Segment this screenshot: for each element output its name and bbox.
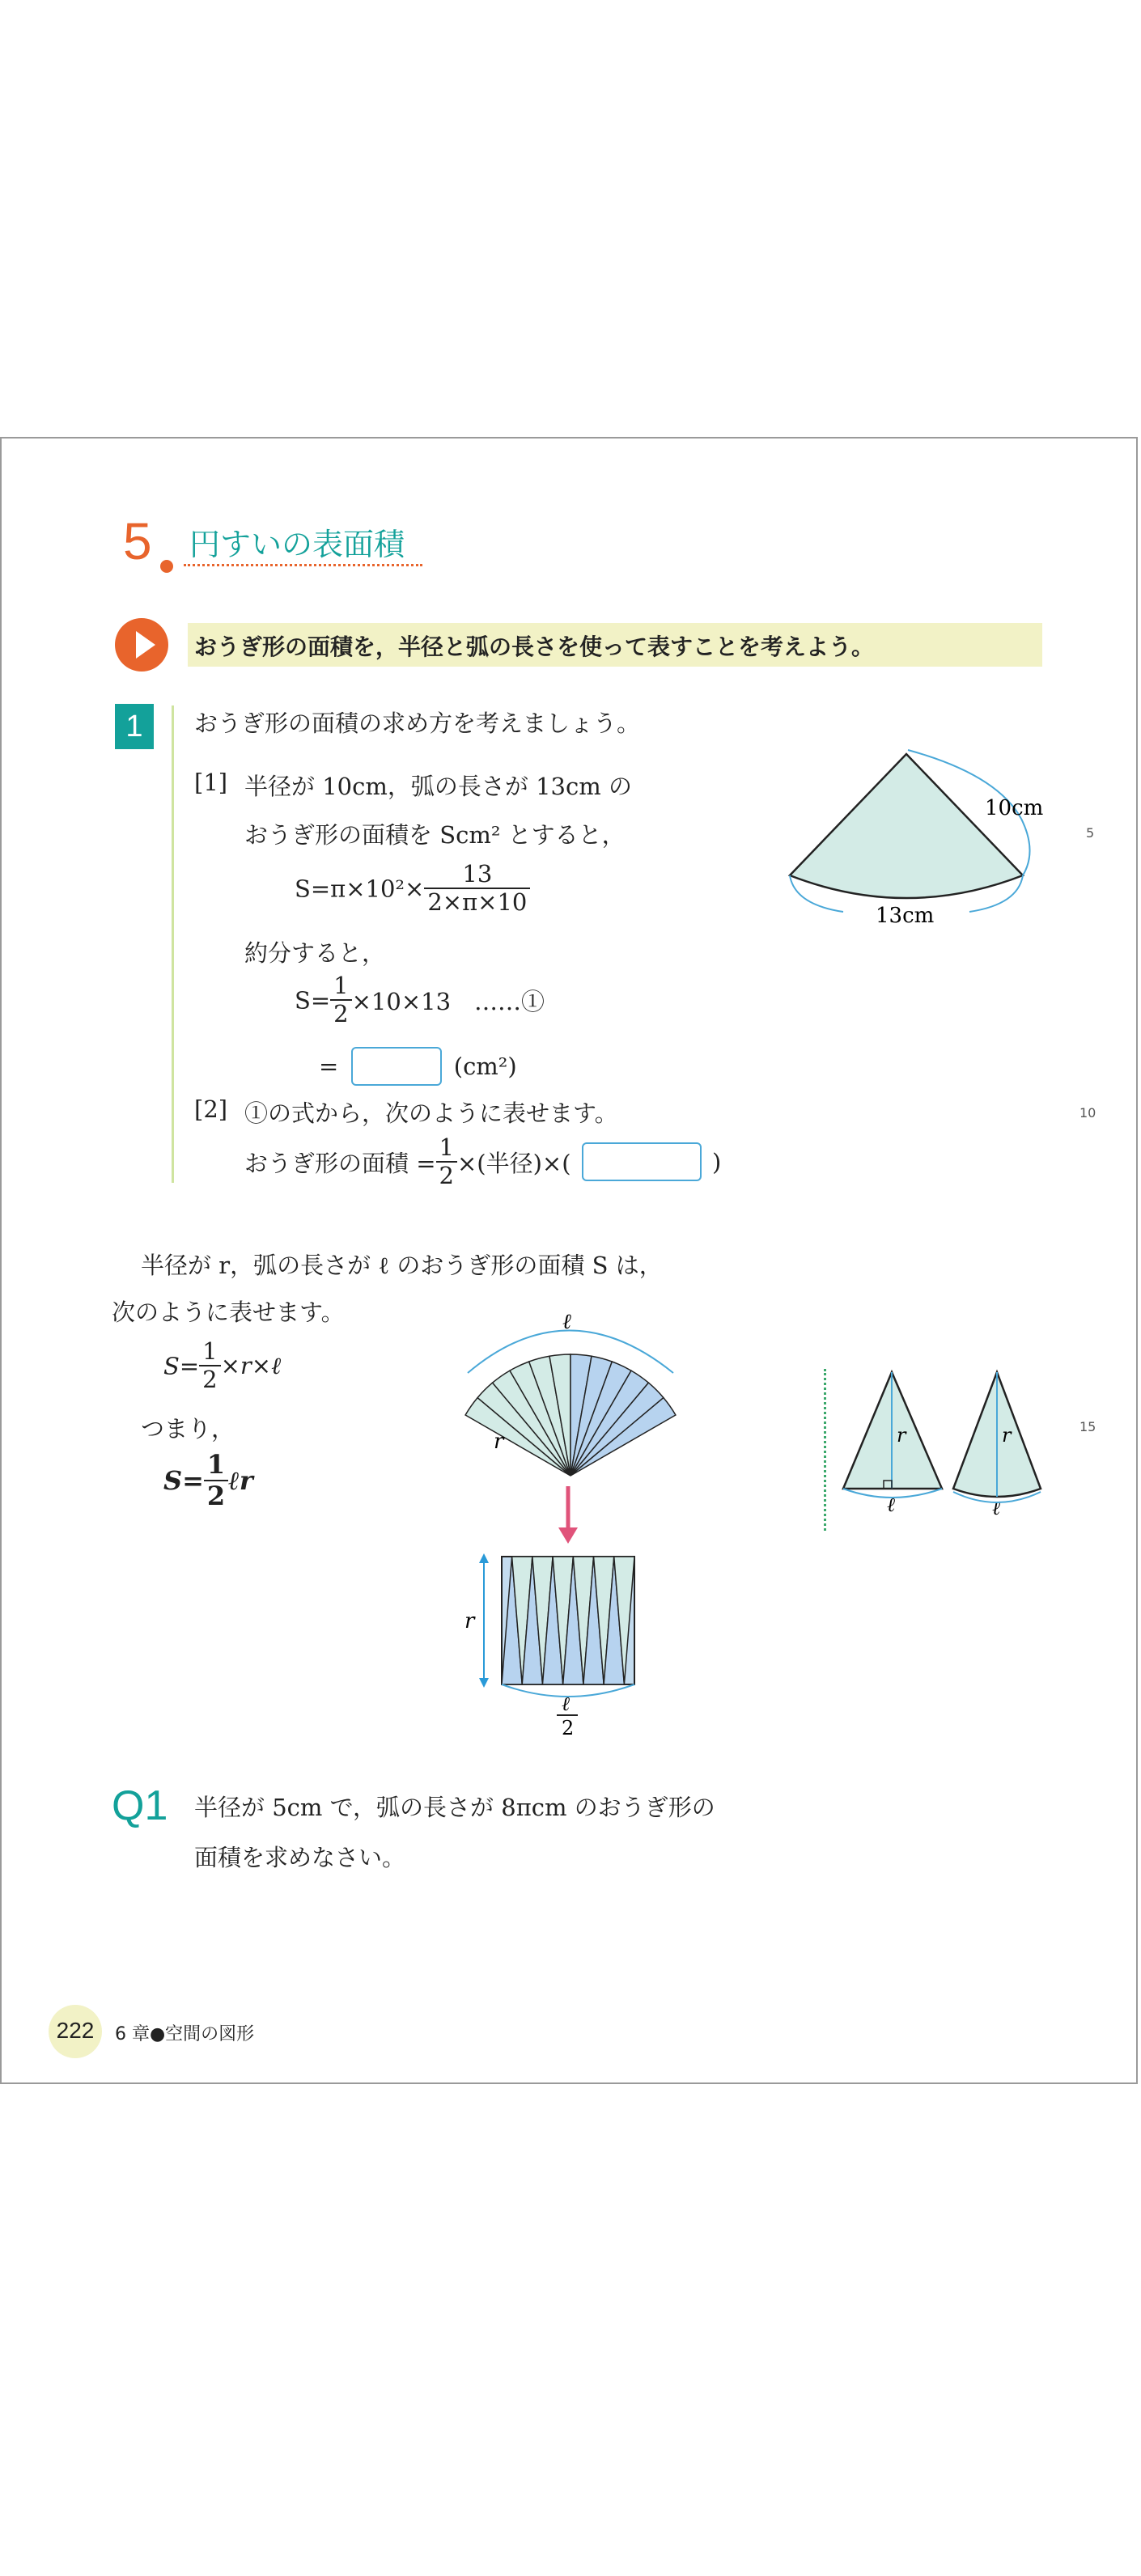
- rect-height-arrow-top: [479, 1553, 489, 1563]
- eq3-unit: (cm²): [453, 1053, 517, 1080]
- expl-formula-numerator: 1: [199, 1338, 220, 1366]
- step2-label: [2]: [194, 1095, 228, 1123]
- expl-formula-lhs: S=: [163, 1352, 200, 1380]
- sector-figure: [778, 738, 1054, 981]
- rect-width-numerator: ℓ: [562, 1693, 570, 1715]
- eq3-equals: =: [319, 1053, 339, 1080]
- cone-r-label-2: r: [1002, 1424, 1012, 1447]
- chapter-title: 6 章●空間の図形: [115, 2024, 255, 2044]
- bold-formula-lhs: S=: [163, 1464, 204, 1496]
- bold-formula-numerator: 1: [204, 1450, 228, 1481]
- answer-box-1[interactable]: [351, 1047, 442, 1086]
- rect-height-label: r: [464, 1609, 475, 1633]
- textbook-page: [0, 437, 1138, 2084]
- cone-l-label-2: ℓ: [992, 1497, 1000, 1519]
- goal-text: おうぎ形の面積を，半径と弧の長さを使って表すことを考えよう。: [194, 633, 875, 660]
- q1-label: Q1: [112, 1782, 168, 1829]
- section-number: 5: [123, 512, 152, 570]
- equation-2: [295, 972, 545, 1028]
- eq2-numerator: 1: [330, 972, 351, 1001]
- equation-3: [319, 1047, 517, 1086]
- problem-intro: おうぎ形の面積の求め方を考えましょう。: [194, 710, 641, 737]
- answer-box-2[interactable]: [582, 1142, 702, 1181]
- reduce-text: 約分すると，: [244, 939, 386, 967]
- problem-side-bar: [172, 705, 174, 1183]
- explanation-line1: 半径が r，弧の長さが ℓ のおうぎ形の面積 S は，: [141, 1252, 663, 1279]
- page-number: 222: [56, 2018, 95, 2043]
- formula-denominator: 2: [439, 1162, 454, 1190]
- formula-mid: ×(半径)×(: [456, 1149, 571, 1177]
- transform-arrow-head: [558, 1527, 578, 1544]
- section-title: 円すいの表面積: [189, 527, 405, 562]
- formula-lhs: おうぎ形の面積 =: [244, 1149, 436, 1177]
- fan-radius-guide: [464, 1373, 468, 1426]
- eq1-denominator: 2×π×10: [427, 888, 528, 917]
- formula-end: ): [711, 1148, 722, 1176]
- section-dot: [160, 560, 173, 573]
- step1-label: [1]: [194, 769, 228, 796]
- rect-width-denominator: 2: [562, 1717, 575, 1739]
- fan-slices: [465, 1354, 676, 1476]
- dotted-divider: [824, 1369, 826, 1531]
- margin-number-15: 15: [1079, 1419, 1096, 1434]
- eq1-lhs: S=π×10²×: [295, 875, 425, 903]
- eq2-rhs: ×10×13 ……①: [351, 987, 545, 1015]
- margin-number-10: 10: [1079, 1105, 1096, 1121]
- sector-shape: [790, 754, 1023, 898]
- explanation-line2: 次のように表せます。: [112, 1299, 345, 1326]
- bold-formula-fraction: [204, 1450, 228, 1511]
- rect-slices: [502, 1557, 634, 1684]
- margin-number-5: 5: [1086, 825, 1095, 841]
- fan-arc-label: ℓ: [562, 1310, 571, 1334]
- eq2-denominator: 2: [333, 1000, 349, 1028]
- rect-height-arrow-bottom: [479, 1678, 489, 1688]
- eq2-lhs: S=: [295, 986, 331, 1015]
- step1-line1: 半径が 10cm，弧の長さが 13cm の: [244, 773, 632, 800]
- equation-1: [295, 861, 530, 917]
- eq1-numerator: 13: [424, 861, 530, 889]
- problem-number: 1: [115, 704, 154, 749]
- tsumari-text: つまり，: [141, 1415, 235, 1443]
- explanation-formula: [163, 1338, 281, 1394]
- bold-formula: [163, 1450, 253, 1511]
- cone-l-label-1: ℓ: [887, 1493, 895, 1516]
- formula-numerator: 1: [436, 1134, 457, 1163]
- section-underline: [184, 564, 422, 566]
- fan-figure: [455, 1304, 698, 1741]
- step1-line2: おうぎ形の面積を Scm² とすると，: [244, 821, 626, 849]
- formula-fraction: [436, 1134, 457, 1190]
- formula-line: [244, 1134, 721, 1190]
- arc-label: 13cm: [876, 904, 935, 928]
- eq2-fraction: [330, 972, 351, 1028]
- eq1-fraction: [424, 861, 530, 917]
- bold-formula-rhs: ℓr: [228, 1464, 253, 1496]
- play-triangle-icon: [136, 631, 155, 659]
- fan-radius-label: r: [494, 1430, 504, 1454]
- cone-figure: [835, 1361, 1054, 1539]
- radius-dimension-arc-2: [1021, 819, 1030, 875]
- expl-formula-fraction: [199, 1338, 220, 1394]
- bold-formula-denominator: 2: [206, 1480, 226, 1511]
- expl-formula-denominator: 2: [202, 1366, 218, 1394]
- q1-line2: 面積を求めなさい。: [194, 1844, 406, 1871]
- radius-label: 10cm: [985, 796, 1044, 820]
- cone-r-label-1: r: [897, 1424, 906, 1447]
- expl-formula-rhs: ×r×ℓ: [220, 1351, 282, 1379]
- q1-line1: 半径が 5cm で，弧の長さが 8πcm のおうぎ形の: [194, 1794, 715, 1821]
- step2-line1: ①の式から，次のように表せます。: [244, 1099, 618, 1127]
